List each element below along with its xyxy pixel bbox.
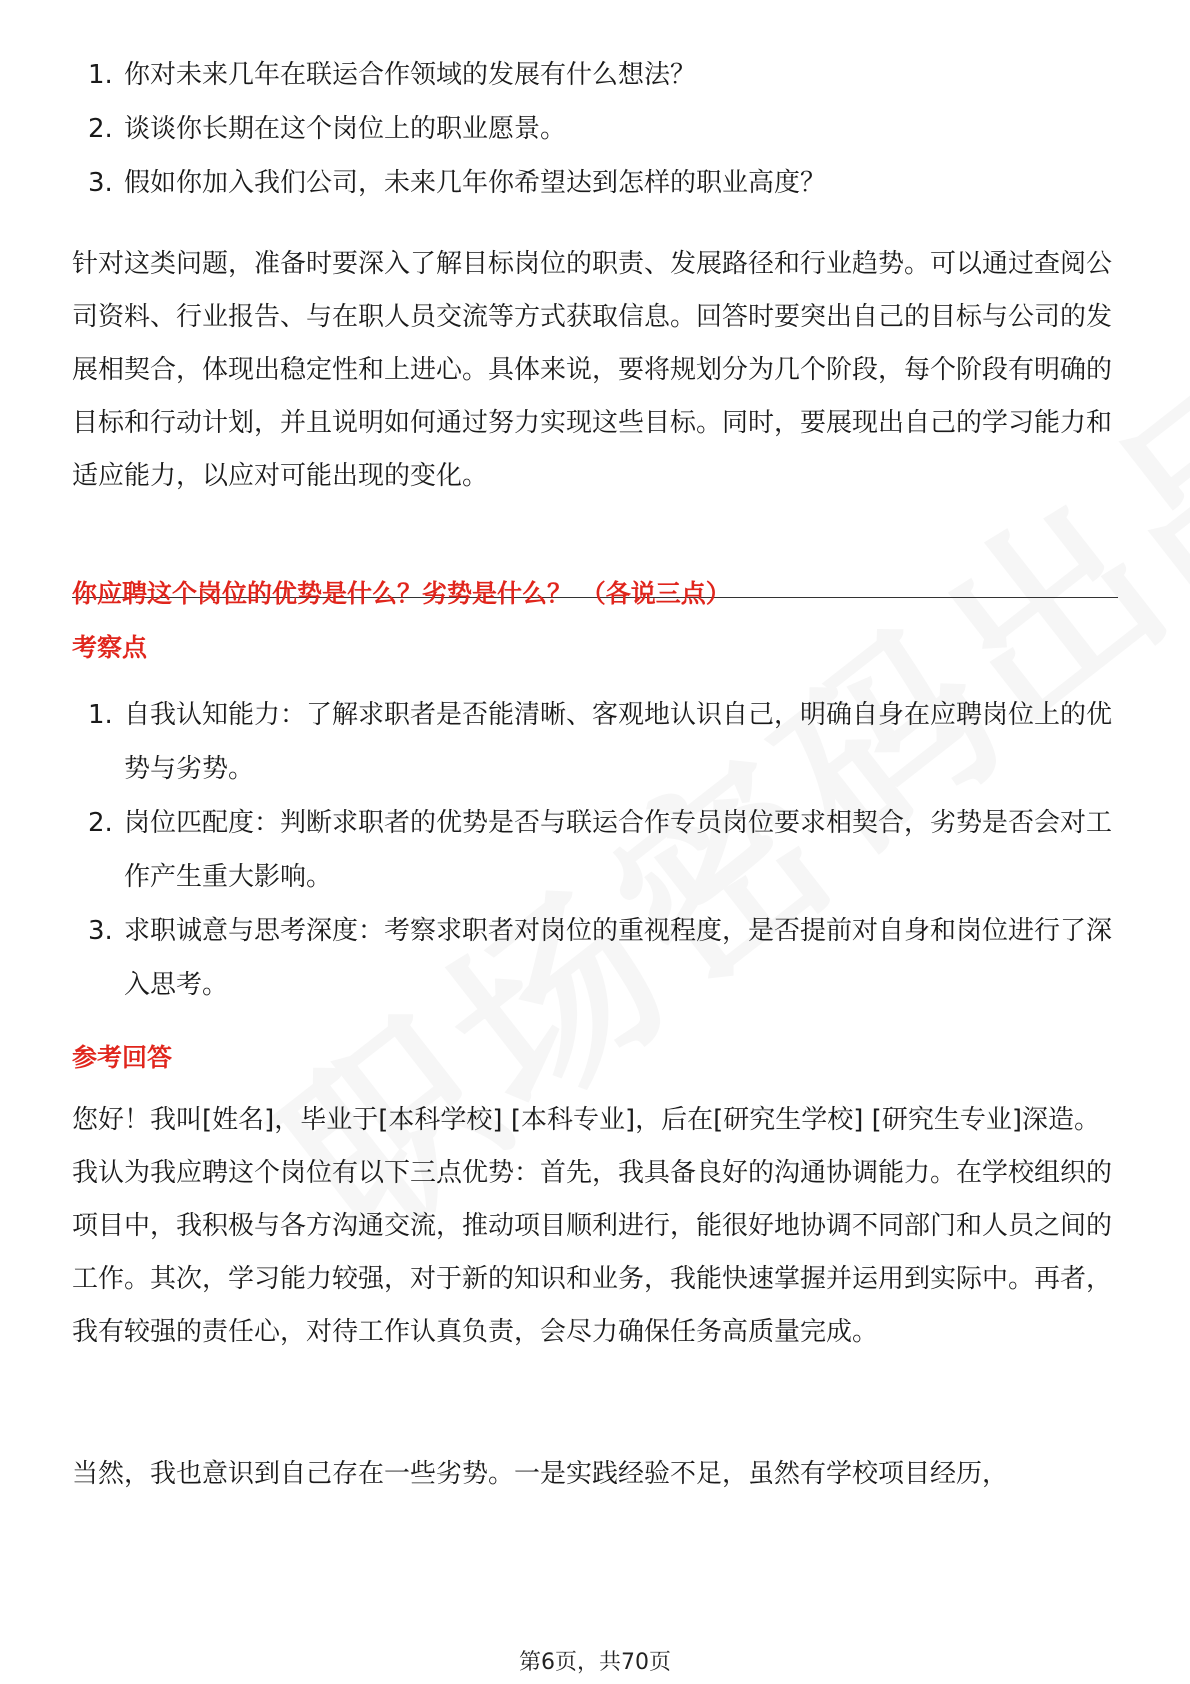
list-item xyxy=(88,688,1118,796)
intro-question-list xyxy=(88,48,1118,210)
assessment-heading: 考察点 xyxy=(72,633,148,662)
list-text: 岗位匹配度：判断求职者的优势是否与联运合作专员岗位要求相契合，劣势是否会对工作产生重大影响。 xyxy=(124,808,1113,892)
list-text: 谈谈你长期在这个岗位上的职业愿景。 xyxy=(124,114,567,144)
list-item xyxy=(88,48,1118,102)
list-item xyxy=(88,156,1118,210)
list-text: 求职诚意与思考深度：考察求职者对岗位的重视程度，是否提前对自身和岗位进行了深入思考。 xyxy=(124,916,1113,1000)
assessment-list xyxy=(88,688,1118,1012)
advice-paragraph: 针对这类问题，准备时要深入了解目标岗位的职责、发展路径和行业趋势。可以通过查阅公司资料、行业报告、与在职人员交流等方式获取信息。回答时要突出自己的目标与公司的发展相契合，体现出稳定性和上进心。具体来说，要将规划分为几个阶段，每个阶段有明确的目标和行动计划，并且说明如何通过努力实现这些目标。同时，要展现出自己的学习能力和适应能力，以应对可能出现的变化。 xyxy=(72,249,1113,491)
list-item xyxy=(88,796,1118,904)
list-text: 自我认知能力：了解求职者是否能清晰、客观地认识自己，明确自身在应聘岗位上的优势与劣势。 xyxy=(124,700,1113,784)
list-number: 3. xyxy=(88,916,113,946)
list-number: 2. xyxy=(88,808,113,838)
list-number: 3. xyxy=(88,168,113,198)
answer-paragraph: 您好！我叫[姓名]，毕业于[本科学校] [本科专业]，后在[研究生学校] [研究生专业]深造。我认为我应聘这个岗位有以下三点优势：首先，我具备良好的沟通协调能力。在学校组织的项目中，我积极与各方沟通交流，推动项目顺利进行，能很好地协调不同部门和人员之间的工作。其次，学习能力较强，对于新的知识和业务，我能快速掌握并运用到实际中。再者，我有较强的责任心，对待工作认真负责，会尽力确保任务高质量完成。 xyxy=(72,1105,1113,1347)
list-text: 假如你加入我们公司，未来几年你希望达到怎样的职业高度？ xyxy=(124,168,827,198)
answer-heading: 参考回答 xyxy=(72,1043,173,1072)
list-text: 你对未来几年在联运合作领域的发展有什么想法？ xyxy=(124,60,697,90)
list-number: 1. xyxy=(88,700,113,730)
list-item xyxy=(88,904,1118,1012)
question-title: 你应聘这个岗位的优势是什么？劣势是什么？ （各说三点） xyxy=(72,579,731,608)
page-footer: 第6页，共70页 xyxy=(519,1650,671,1675)
answer-paragraph: 当然，我也意识到自己存在一些劣势。一是实践经验不足，虽然有学校项目经历， xyxy=(72,1459,1009,1489)
list-number: 2. xyxy=(88,114,113,144)
list-item xyxy=(88,102,1118,156)
list-number: 1. xyxy=(88,60,113,90)
